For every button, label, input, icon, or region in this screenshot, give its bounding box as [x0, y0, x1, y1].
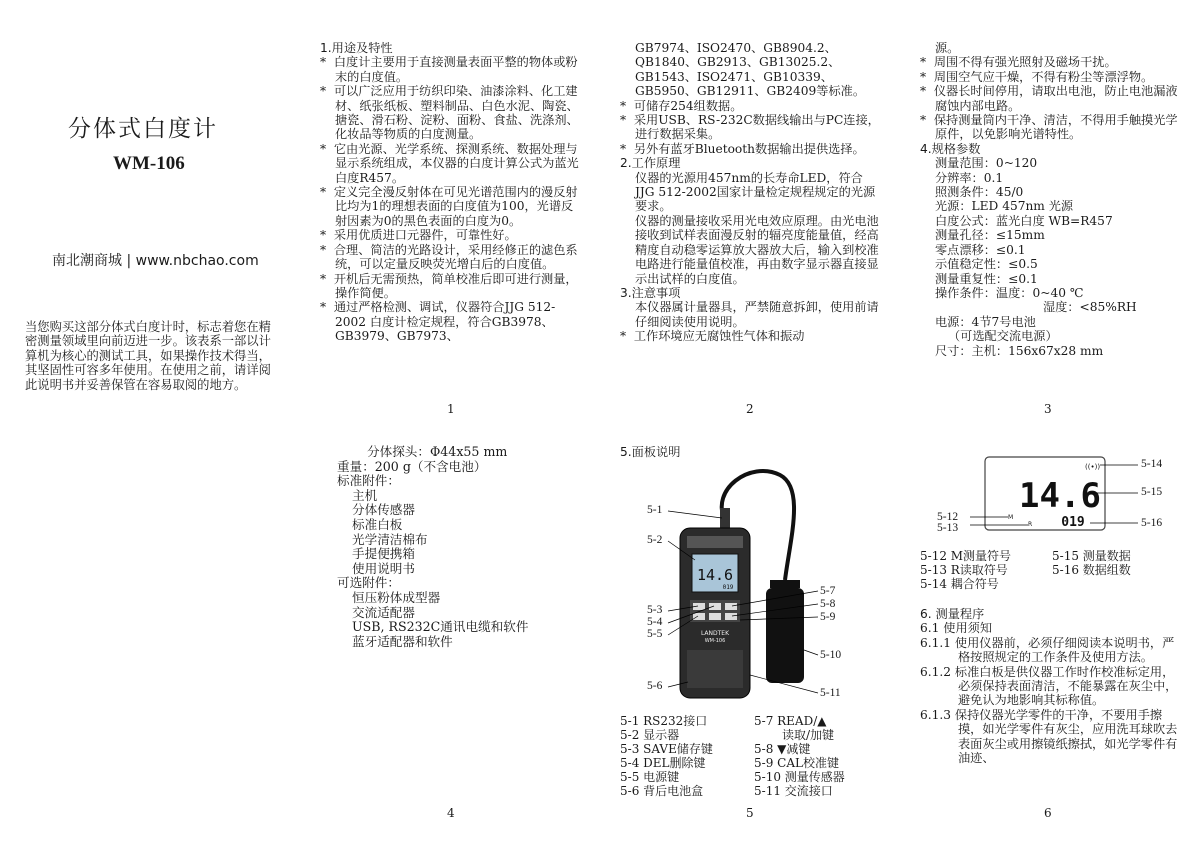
legend-item: 5-2 显示器 — [620, 728, 680, 742]
lcd-diagram — [970, 455, 1145, 535]
legend-item: 5-13 R读取符号 — [920, 563, 1008, 577]
spec-line: 湿度：<85%RH — [1043, 300, 1137, 315]
spec-line: 分体探头：Φ44x55 mm — [367, 444, 508, 459]
spec-line: 测量孔径：≤15mm — [935, 228, 1045, 243]
list-item: * 周围空气应干燥，不得有粉尘等漂浮物。 — [920, 69, 1154, 84]
accessory-item: 使用说明书 — [352, 560, 415, 576]
page1-column — [320, 41, 583, 344]
cover-intro: 当您购买这部分体式白度计时，标志着您在精密测量领域里向前迈进一步。该表系一部以计算机为核心的测试工具，如果操作技术得当，其坚固性可容多年使用。在使用之前，请详阅此说明书并妥善保管在容易取阅的地方。 — [25, 320, 271, 392]
lcd-legend-right — [1052, 549, 1131, 577]
spec-line: 电源：4节7号电池 — [935, 314, 1036, 329]
accessory-item: 手提便携箱 — [352, 546, 415, 562]
spec-line: 示值稳定性：≤0.5 — [935, 257, 1038, 272]
coupling-icon: ((•)) — [1085, 463, 1101, 471]
list-item: * 白度计主要用于直接测量表面平整的物体或粉末的白度值。 — [320, 55, 578, 84]
cover-model: WM-106 — [113, 153, 185, 174]
paragraph: 本仪器属计量器具，严禁随意拆卸，使用前请仔细阅读使用说明。 — [635, 300, 879, 329]
list-item: * 保持测量筒内干净、清洁，不得用手触摸光学原件，以免影响光谱特性。 — [920, 113, 1178, 142]
spec-line: 零点漂移：≤0.1 — [935, 242, 1026, 257]
callout-label: 5-6 — [647, 680, 663, 692]
callout-label: 5-1 — [647, 504, 663, 516]
spec-line: 尺寸：主机：156x67x28 mm — [935, 343, 1104, 358]
page6-column — [920, 607, 1178, 765]
spec-line: 测量范围：0~120 — [935, 156, 1038, 171]
lcd-r-symbol: R — [1028, 521, 1033, 528]
cover-shop: 南北潮商城 | www.nbchao.com — [52, 253, 259, 269]
callout-label: 5-16 — [1141, 517, 1163, 529]
device-reading: 14.6 — [696, 566, 734, 584]
legend-item: 5-9 CAL校准键 — [754, 756, 839, 770]
subsection-heading: 6.1 使用须知 — [920, 621, 993, 636]
list-item: * 另外有蓝牙Bluetooth数据输出提供选择。 — [620, 141, 865, 156]
device-brand: LANDTEK — [700, 630, 730, 637]
list-item: * 可储存254组数据。 — [620, 98, 743, 113]
list-item: * 周围不得有强光照射及磁场干扰。 — [920, 55, 1117, 70]
device-count: 019 — [722, 584, 734, 591]
legend-item: 5-12 M测量符号 — [920, 549, 1012, 563]
accessory-item: 光学清洁棉布 — [352, 531, 428, 547]
lcd-count: 019 — [1061, 515, 1085, 530]
standards-continued: GB7974、ISO2470、GB8904.2、QB1840、GB2913、GB13025.2、GB1543、ISO2471、GB10339、GB5950、GB12911、GB2409等标准。 — [635, 41, 866, 99]
list-item: * 它由光源、光学系统、探测系统、数据处理与显示系统组成，本仪器的白度计算公式为蓝光白度R457。 — [320, 141, 579, 185]
legend-item: 5-3 SAVE储存键 — [620, 742, 713, 756]
numbered-item: 6.1.1 使用仪器前，必须仔细阅读本说明书，严格按照规定的工作条件及使用方法。 — [920, 635, 1175, 665]
numbered-item: 6.1.3 保持仪器光学零件的干净，不要用手擦摸，如光学零件有灰尘，应用洗耳球吹去表面灰尘或用擦镜纸擦拭，如光学零件有油迹、 — [920, 707, 1178, 766]
list-item: * 通过严格检测、调试，仪器符合JJG 512-2002 白度计检定规程，符合GB3978、GB3979、GB7973、 — [320, 300, 556, 344]
section-2-heading: 2.工作原理 — [620, 156, 681, 171]
page-number: 3 — [1044, 402, 1052, 416]
callout-label: 5-3 — [647, 604, 663, 616]
paragraph: 仪器的光源用457nm的长寿命LED，符合JJG 512-2002国家计量检定规程规定的光源要求。 — [635, 170, 876, 214]
legend-item: 5-7 READ/▲ — [754, 714, 827, 728]
spec-line: 光源：LED 457nm 光源 — [935, 199, 1074, 214]
legend-item: 5-6 背后电池盒 — [620, 784, 704, 798]
callout-label: 5-12 — [937, 511, 959, 523]
accessory-item: 主机 — [352, 487, 378, 503]
page-number: 5 — [746, 806, 754, 820]
spec-line: 操作条件：温度：0~40 ℃ — [935, 285, 1084, 300]
page-number: 2 — [746, 402, 754, 416]
device-model: WM-106 — [704, 638, 726, 644]
panel-legend-right — [754, 714, 845, 798]
section-3-heading: 3.注意事项 — [620, 285, 681, 300]
legend-item: 读取/加键 — [782, 728, 835, 742]
paragraph: 源。 — [935, 41, 960, 55]
list-item: * 开机后无需预热，简单校准后即可进行测量，操作简便。 — [320, 271, 578, 300]
lcd-reading: 14.6 — [1019, 476, 1101, 516]
spec-line: 测量重复性：≤0.1 — [935, 271, 1038, 286]
cover-title: 分体式白度计 — [68, 116, 218, 142]
legend-item: 5-15 测量数据 — [1052, 549, 1131, 563]
page-number: 6 — [1044, 806, 1052, 820]
section-4-heading: 4.规格参数 — [920, 141, 981, 156]
list-item: * 可以广泛应用于纺织印染、油漆涂料、化工建材、纸张纸板、塑料制品、白色水泥、陶瓷、搪瓷、滑石粉、淀粉、面粉、食盐、洗涤剂、化妆品等物质的白度测量。 — [320, 84, 579, 142]
list-item: * 仪器长时间停用，请取出电池，防止电池漏液腐蚀内部电路。 — [920, 84, 1178, 113]
list-item: * 定义完全漫反射体在可见光谱范围内的漫反射比均为1的理想表面的白度值为100，光谱反射因素为0的黑色表面的白度为0。 — [320, 185, 578, 228]
accessory-item: 蓝牙适配器和软件 — [352, 633, 453, 649]
list-item: * 合理、简洁的光路设计，采用经修正的滤色系统，可以定量反映荧光增白后的白度值。 — [320, 242, 578, 272]
accessory-item: 标准白板 — [352, 516, 403, 532]
callout-label: 5-8 — [820, 598, 836, 610]
accessory-item: 分体传感器 — [352, 502, 415, 518]
callout-label: 5-14 — [1141, 458, 1163, 470]
section-6-heading: 6. 测量程序 — [920, 607, 985, 621]
legend-item: 5-5 电源键 — [620, 770, 680, 784]
lcd-m-symbol: M — [1008, 514, 1014, 521]
legend-item: 5-10 测量传感器 — [754, 770, 845, 784]
spec-line: 白度公式：蓝光白度 WB=R457 — [935, 213, 1113, 228]
callout-label: 5-2 — [647, 534, 663, 546]
legend-item: 5-14 耦合符号 — [920, 577, 999, 591]
spec-line: 分辨率：0.1 — [935, 170, 1004, 185]
callout-label: 5-7 — [820, 585, 836, 597]
spec-line: 重量：200 g（不含电池） — [337, 458, 487, 474]
legend-item: 5-4 DEL删除键 — [620, 756, 706, 770]
accessory-item: 交流适配器 — [352, 604, 415, 620]
paragraph: 仪器的测量接收采用光电效应原理。由光电池接收到试样表面漫反射的辐亮度能量值，经高精度自动稳零运算放大器放大后，输入到校准电路进行能量值校准，再由数字显示器直接显示出试样的白度值。 — [635, 213, 879, 286]
section-1-heading: 1.用途及特性 — [320, 41, 393, 55]
callout-label: 5-15 — [1141, 486, 1163, 498]
callout-label: 5-13 — [937, 522, 959, 534]
list-item: * 工作环境应无腐蚀性气体和振动 — [620, 329, 805, 344]
lcd-legend-left — [920, 549, 1011, 591]
legend-item: 5-1 RS232接口 — [620, 714, 708, 728]
page3-column — [920, 41, 1178, 358]
spec-line: 标准附件： — [337, 473, 400, 489]
callout-label: 5-9 — [820, 611, 836, 623]
callout-label: 5-4 — [647, 616, 663, 628]
page4-column — [337, 445, 577, 649]
page2-column — [620, 41, 882, 344]
numbered-item: 6.1.2 标准白板是供仪器工作时作校准标定用，必须保持表面清洁，不能暴露在灰尘中，避免认为地影响其标称值。 — [920, 664, 1178, 708]
section-5-heading: 5.面板说明 — [620, 445, 681, 459]
accessory-item: USB, RS232C通讯电缆和软件 — [352, 619, 529, 635]
list-item: * 采用USB、RS-232C数据线输出与PC连接，进行数据采集。 — [620, 113, 880, 142]
page-number: 4 — [447, 806, 455, 820]
legend-item: 5-8 ▼减键 — [754, 742, 811, 756]
legend-item: 5-16 数据组数 — [1052, 563, 1131, 577]
accessory-item: 恒压粉体成型器 — [352, 589, 441, 605]
page-number: 1 — [447, 402, 455, 416]
callout-label: 5-10 — [820, 649, 842, 661]
spec-line: （可选配交流电源） — [948, 329, 1058, 344]
panel-legend-left — [620, 714, 713, 798]
spec-line: 可选附件： — [337, 575, 400, 591]
spec-line: 照测条件：45/0 — [935, 185, 1024, 200]
list-item: * 采用优质进口元器件，可靠性好。 — [320, 228, 517, 243]
legend-item: 5-11 交流接口 — [754, 784, 833, 798]
callout-label: 5-11 — [820, 687, 841, 699]
callout-label: 5-5 — [647, 628, 663, 640]
